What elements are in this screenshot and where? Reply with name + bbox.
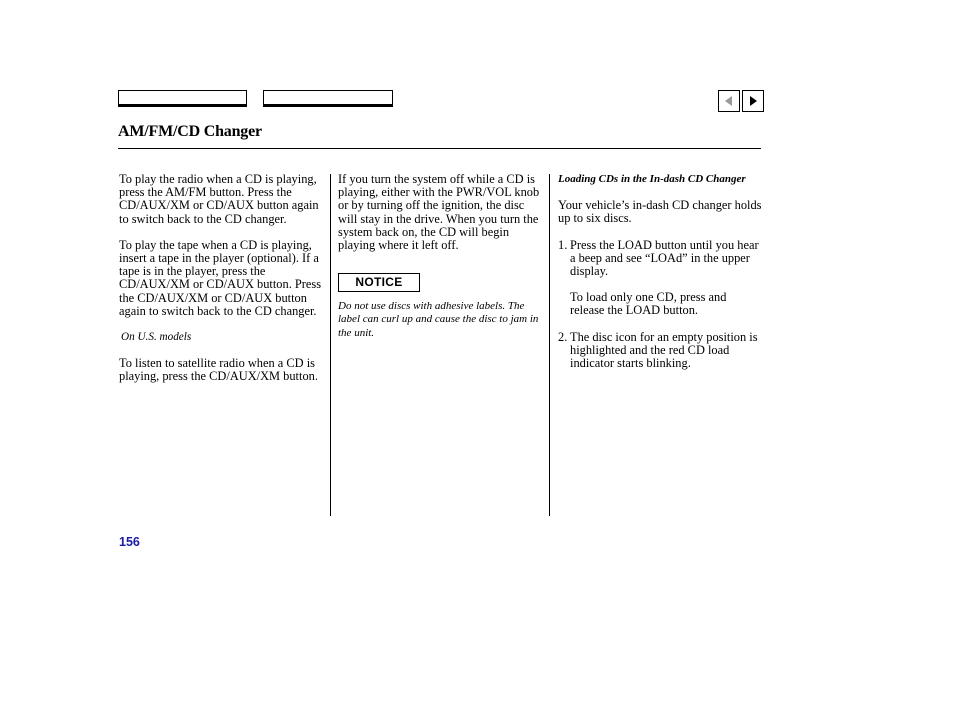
arrow-left-icon: [725, 96, 732, 106]
step-1-note: To load only one CD, press and release the LOAD button.: [570, 290, 727, 318]
step-text-2: The disc icon for an empty position is highlighted and the red CD load indicator starts blinking.: [570, 329, 758, 371]
nav-button-index[interactable]: [263, 90, 393, 107]
arrow-right-icon: [750, 96, 757, 106]
step-number-1: 1.: [558, 237, 568, 252]
list-item-step-2: [558, 331, 762, 371]
step-text-1: Press the LOAD button until you hear a beep and see “LOAd” in the upper display.: [570, 237, 759, 279]
title-rule: [118, 148, 761, 149]
list-item-step-1: [558, 239, 762, 279]
column-1: [119, 173, 323, 397]
subheading-us-models: On U.S. models: [121, 331, 192, 344]
paragraph-tape: To play the tape when a CD is playing, insert a tape in the player (optional). If a tape is in the player, press the CD/AUX/XM or CD/AUX button. Press the CD/AUX/XM or CD/AUX button again to switch back to the CD changer.: [119, 237, 322, 318]
section-heading-loading: Loading CDs in the In-dash CD Changer: [558, 173, 746, 185]
paragraph-changer-intro: Your vehicle’s in-dash CD changer holds up to six discs.: [558, 198, 762, 226]
step-number-2: 2.: [558, 329, 568, 344]
column-divider-1: [330, 174, 331, 516]
previous-page-button[interactable]: [718, 90, 740, 112]
paragraph-system-off: If you turn the system off while a CD is playing, either with the PWR/VOL knob or by turning off the ignition, the disc will stay in the drive. When you turn the system back on, the CD will begin playing where it left off.: [338, 172, 540, 253]
column-divider-2: [549, 174, 550, 516]
column-3: [558, 173, 762, 383]
notice-label: NOTICE: [338, 273, 420, 292]
page-number: 156: [119, 535, 140, 549]
next-page-button[interactable]: [742, 90, 764, 112]
paragraph-satellite: To listen to satellite radio when a CD is playing, press the CD/AUX/XM button.: [119, 356, 318, 384]
page-title: AM/FM/CD Changer: [118, 123, 262, 140]
paragraph-radio: To play the radio when a CD is playing, press the AM/FM button. Press the CD/AUX/XM or CD/AUX button again to switch back to the CD changer.: [119, 172, 319, 226]
nav-button-main-menu[interactable]: [118, 90, 247, 107]
notice-text: Do not use discs with adhesive labels. The label can curl up and cause the disc to jam in the unit.: [338, 300, 539, 339]
column-2: [338, 173, 544, 353]
